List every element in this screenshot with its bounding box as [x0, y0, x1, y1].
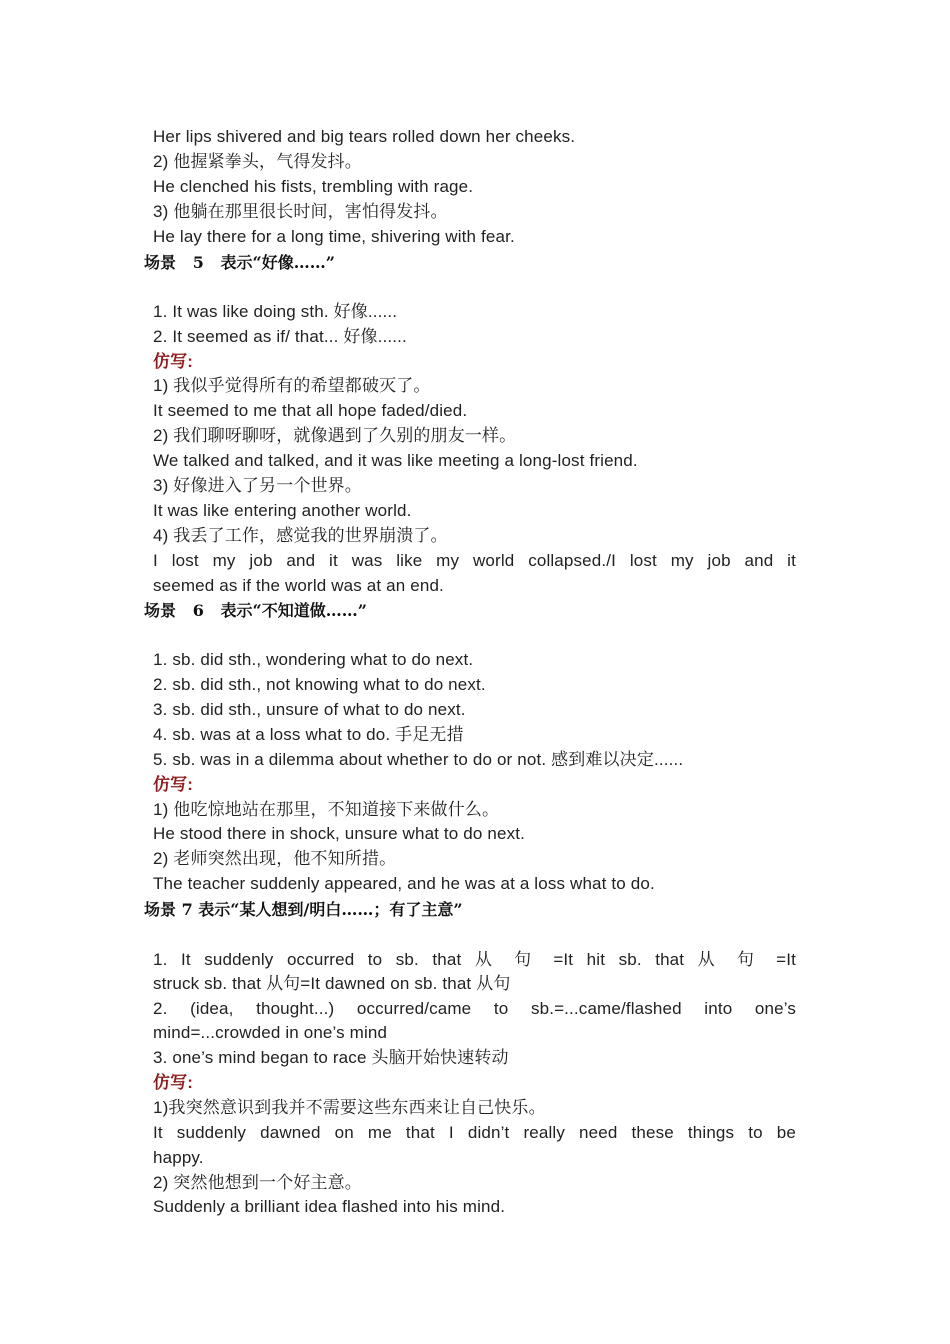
example-line: He stood there in shock, unsure what to do next. — [153, 824, 525, 843]
text-line: 2) 他握紧拳头，气得发抖。 — [153, 152, 362, 171]
scene-5-heading: 场景 5 表示“好像……” — [144, 253, 335, 272]
imitation-label: 仿写: — [153, 352, 194, 371]
pattern-line: 2. (idea, thought...) occurred/came to sb.=...came/flashed into one’s — [153, 999, 796, 1018]
pattern-line: 1. It was like doing sth. 好像...... — [153, 302, 398, 321]
example-line: 1) 他吃惊地站在那里，不知道接下来做什么。 — [153, 800, 500, 819]
imitation-label: 仿写: — [153, 1073, 194, 1092]
text-line: Her lips shivered and big tears rolled down her cheeks. — [153, 127, 576, 146]
pattern-line: 3. sb. did sth., unsure of what to do next. — [153, 700, 466, 719]
pattern-line: mind=...crowded in one’s mind — [153, 1023, 388, 1042]
example-line: The teacher suddenly appeared, and he was at a loss what to do. — [153, 874, 655, 893]
example-line: It suddenly dawned on me that I didn’t really need these things to be — [153, 1123, 796, 1142]
example-line: It was like entering another world. — [153, 501, 412, 520]
pattern-line: 2. It seemed as if/ that... 好像...... — [153, 327, 407, 346]
pattern-line: struck sb. that 从句=It dawned on sb. that 从句 — [153, 974, 511, 993]
imitation-label: 仿写: — [153, 775, 194, 794]
example-line: 2) 老师突然出现，他不知所措。 — [153, 849, 397, 868]
example-line: 3) 好像进入了另一个世界。 — [153, 476, 362, 495]
example-line: We talked and talked, and it was like meeting a long-lost friend. — [153, 451, 638, 470]
pattern-line: 3. one’s mind began to race 头脑开始快速转动 — [153, 1048, 509, 1067]
example-line: 4) 我丢了工作，感觉我的世界崩溃了。 — [153, 526, 448, 545]
example-line: happy. — [153, 1148, 204, 1167]
pattern-line: 2. sb. did sth., not knowing what to do next. — [153, 675, 486, 694]
pattern-line: 4. sb. was at a loss what to do. 手足无措 — [153, 725, 464, 744]
example-line: I lost my job and it was like my world collapsed./I lost my job and it — [153, 551, 796, 570]
pattern-line: 1. It suddenly occurred to sb. that 从 句 =It hit sb. that 从 句 =It — [153, 950, 796, 969]
pattern-line: 1. sb. did sth., wondering what to do next. — [153, 650, 474, 669]
pattern-line: 5. sb. was in a dilemma about whether to do or not. 感到难以决定...... — [153, 750, 684, 769]
example-line: 2) 突然他想到一个好主意。 — [153, 1173, 362, 1192]
scene-6-heading: 场景 6 表示“不知道做……” — [144, 601, 367, 620]
text-line: He lay there for a long time, shivering with fear. — [153, 227, 515, 246]
example-line: 2) 我们聊呀聊呀，就像遇到了久别的朋友一样。 — [153, 426, 517, 445]
text-line: He clenched his fists, trembling with rage. — [153, 177, 474, 196]
example-line: seemed as if the world was at an end. — [153, 576, 444, 595]
example-line: 1) 我似乎觉得所有的希望都破灭了。 — [153, 376, 431, 395]
example-line: Suddenly a brilliant idea flashed into his mind. — [153, 1197, 506, 1216]
text-line: 3) 他躺在那里很长时间，害怕得发抖。 — [153, 202, 448, 221]
example-line: It seemed to me that all hope faded/died. — [153, 401, 468, 420]
example-line: 1)我突然意识到我并不需要这些东西来让自己快乐。 — [153, 1098, 546, 1117]
scene-7-heading: 场景 7 表示“某人想到/明白……；有了主意” — [144, 900, 463, 919]
